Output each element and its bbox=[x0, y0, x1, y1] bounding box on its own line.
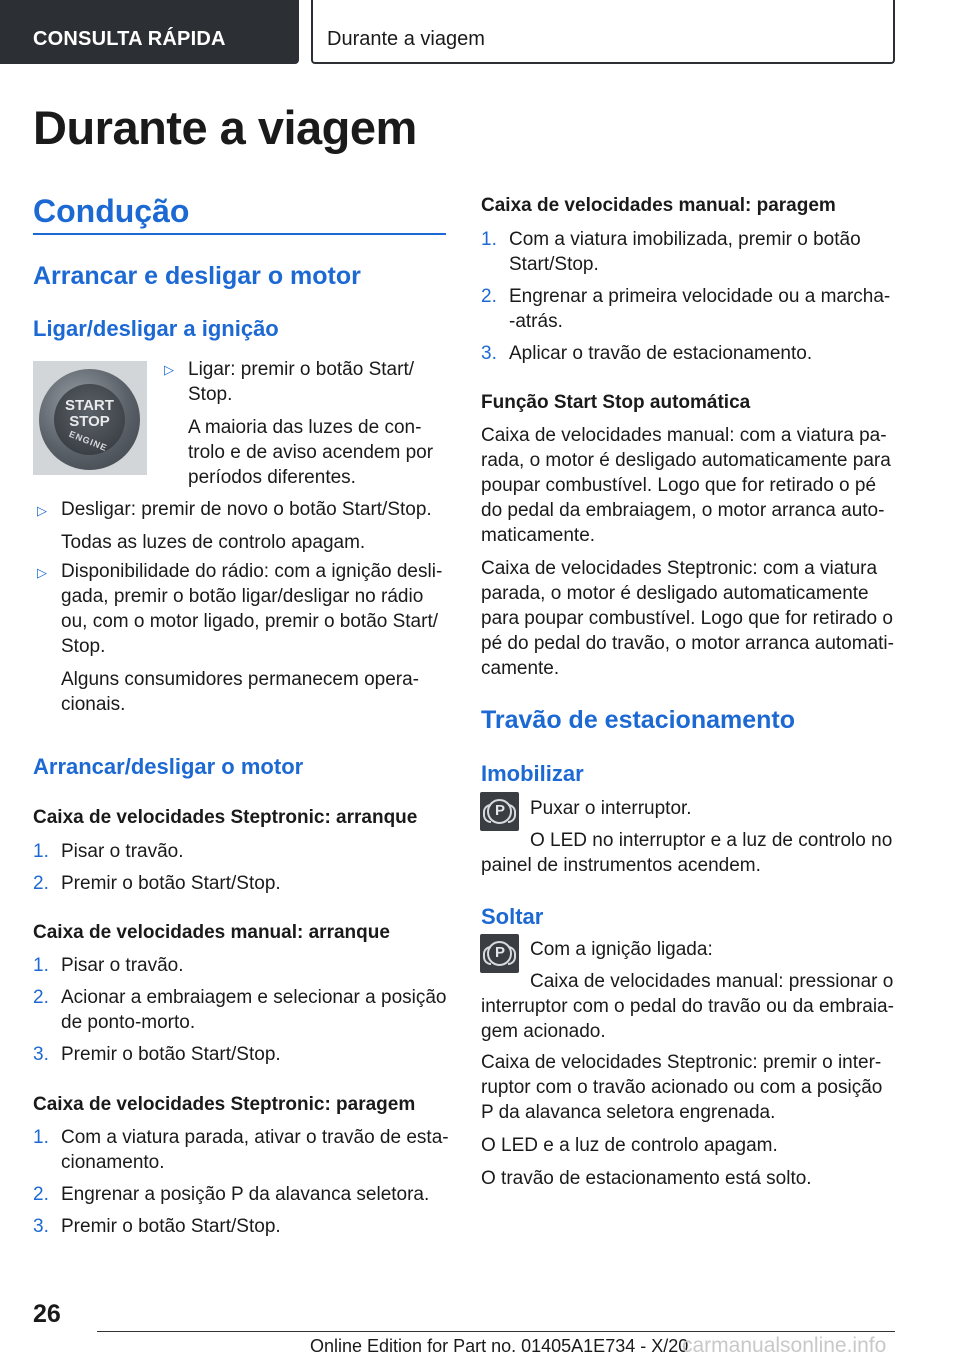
auto-paragraph-manual bbox=[481, 423, 901, 548]
step-text: Pisar o travão. bbox=[61, 955, 184, 976]
step-number: 2. bbox=[33, 987, 49, 1008]
text-line: Com a viatura imobilizada, premir o botão bbox=[509, 229, 861, 250]
text-line: maticamente. bbox=[481, 525, 596, 546]
triangle-bullet-icon: ▷ bbox=[37, 503, 47, 518]
text-line: cionais. bbox=[61, 694, 126, 715]
text-line: Stop. bbox=[61, 636, 106, 657]
step-number: 3. bbox=[33, 1216, 49, 1237]
text-line: parada, o motor é desligado automaticamente bbox=[481, 583, 869, 604]
release-text-3 bbox=[481, 1050, 901, 1125]
step-text: Pisar o travão. bbox=[61, 841, 184, 862]
step-number: 1. bbox=[33, 841, 49, 862]
text-line: poupar combustível. Logo que for retirado o pé bbox=[481, 475, 877, 496]
footer-edition: Online Edition for Part no. 01405A1E734 - X/20 bbox=[310, 1336, 689, 1356]
text-line: rada, o motor é desligado automaticamente para bbox=[481, 450, 891, 471]
step-number: 1. bbox=[481, 229, 497, 250]
heading-manual-arranque: Caixa de velocidades manual: arranque bbox=[33, 922, 390, 943]
text-line: cionamento. bbox=[61, 1152, 165, 1173]
release-text-5: O travão de estacionamento está solto. bbox=[481, 1168, 812, 1189]
ign-item-1 bbox=[188, 357, 448, 490]
step-text: Engrenar a posição P da alavanca seletora. bbox=[61, 1184, 430, 1205]
text-line: Alguns consumidores permanecem opera- bbox=[61, 669, 420, 690]
step-text: Aplicar o travão de estacionamento. bbox=[509, 343, 813, 364]
text-line: gada, premir o botão ligar/desligar no rádio bbox=[61, 586, 424, 607]
header-section-tab bbox=[0, 0, 299, 64]
watermark: carmanualsonline.info bbox=[682, 1334, 887, 1357]
heading-arrancar-desligar-o-motor: Arrancar/desligar o motor bbox=[33, 754, 304, 779]
text-line: trolo e de aviso acendem por bbox=[188, 442, 434, 463]
ign-item-2 bbox=[61, 497, 451, 555]
text-line: Caixa de velocidades Steptronic: premir o inter- bbox=[481, 1052, 882, 1073]
header-chapter-tab bbox=[311, 0, 895, 64]
parking-brake-icon bbox=[480, 934, 519, 973]
text-line: Com a viatura parada, ativar o travão de esta- bbox=[61, 1127, 449, 1148]
heading-imobilizar: Imobilizar bbox=[481, 761, 584, 786]
auto-paragraph-steptronic bbox=[481, 556, 901, 681]
heading-steptronic-arranque: Caixa de velocidades Steptronic: arranque bbox=[33, 807, 418, 828]
imob-text-2 bbox=[481, 828, 901, 878]
text-line: ou, com o motor ligado, premir o botão Start/ bbox=[61, 611, 439, 632]
text-line: de ponto-morto. bbox=[61, 1012, 196, 1033]
stop-label: STOP bbox=[69, 413, 110, 430]
text-line: Caixa de velocidades manual: com a viatura pa- bbox=[481, 425, 887, 446]
text-line: para poupar combustível. Logo que for retirado o bbox=[481, 608, 893, 629]
heading-ligar-desligar-ignicao: Ligar/desligar a ignição bbox=[33, 316, 279, 341]
ign-item-3 bbox=[61, 559, 451, 717]
text-line: do pedal da embraiagem, o motor arranca auto- bbox=[481, 500, 885, 521]
icon-letter: P bbox=[495, 802, 506, 819]
text-line: Caixa de velocidades Steptronic: com a viatura bbox=[481, 558, 878, 579]
release-text-1: Com a ignição ligada: bbox=[530, 939, 713, 960]
header-chapter-label: Durante a viagem bbox=[327, 28, 485, 50]
heading-arrancar-desligar-motor: Arrancar e desligar o motor bbox=[33, 262, 361, 290]
release-text-2 bbox=[481, 969, 901, 1044]
text-line: A maioria das luzes de con- bbox=[188, 417, 422, 438]
parking-brake-icon bbox=[480, 792, 519, 831]
text-line: ruptor com o travão acionado ou com a posição bbox=[481, 1077, 883, 1098]
step-number: 2. bbox=[33, 873, 49, 894]
page-number: 26 bbox=[33, 1300, 61, 1328]
text-line: Engrenar a primeira velocidade ou a marcha- bbox=[509, 286, 891, 307]
footer-rule bbox=[97, 1331, 895, 1332]
heading-conducao: Condução bbox=[33, 193, 190, 229]
engine-label: ENGINE bbox=[67, 428, 109, 454]
header-section-label: CONSULTA RÁPIDA bbox=[33, 28, 226, 50]
step-number: 2. bbox=[33, 1184, 49, 1205]
triangle-bullet-icon: ▷ bbox=[164, 362, 174, 377]
text-line: camente. bbox=[481, 658, 560, 679]
step-number: 2. bbox=[481, 286, 497, 307]
step-text bbox=[509, 227, 899, 277]
text-line: Todas as luzes de controlo apagam. bbox=[61, 532, 366, 553]
text-line: painel de instrumentos acendem. bbox=[481, 855, 761, 876]
triangle-bullet-icon: ▷ bbox=[37, 565, 47, 580]
release-text-4: O LED e a luz de controlo apagam. bbox=[481, 1135, 778, 1156]
step-text: Premir o botão Start/Stop. bbox=[61, 873, 281, 894]
step-text bbox=[509, 284, 899, 334]
step-text bbox=[61, 1125, 451, 1175]
step-number: 3. bbox=[33, 1044, 49, 1065]
step-text: Premir o botão Start/Stop. bbox=[61, 1044, 281, 1065]
imob-text-1: Puxar o interruptor. bbox=[530, 798, 692, 819]
heading-soltar: Soltar bbox=[481, 904, 544, 929]
heading-manual-paragem: Caixa de velocidades manual: paragem bbox=[481, 195, 836, 216]
text-line: P da alavanca seletora engrenada. bbox=[481, 1102, 776, 1123]
text-line: Start/Stop. bbox=[509, 254, 599, 275]
text-line: Desligar: premir de novo o botão Start/Stop. bbox=[61, 499, 432, 520]
text-line: Disponibilidade do rádio: com a ignição desli- bbox=[61, 561, 443, 582]
start-label: START bbox=[65, 397, 114, 414]
step-number: 1. bbox=[33, 1127, 49, 1148]
step-number: 1. bbox=[33, 955, 49, 976]
text-line: gem acionado. bbox=[481, 1021, 606, 1042]
text-line: -atrás. bbox=[509, 311, 563, 332]
heading-steptronic-paragem: Caixa de velocidades Steptronic: paragem bbox=[33, 1094, 416, 1115]
text-line: Acionar a embraiagem e selecionar a posição bbox=[61, 987, 447, 1008]
step-text: Premir o botão Start/Stop. bbox=[61, 1216, 281, 1237]
heading-start-stop-automatica: Função Start Stop automática bbox=[481, 392, 751, 413]
text-line: Stop. bbox=[188, 384, 233, 405]
step-number: 3. bbox=[481, 343, 497, 364]
icon-letter: P bbox=[495, 944, 506, 961]
text-line: interruptor com o pedal do travão ou da embraia- bbox=[481, 996, 894, 1017]
step-text bbox=[61, 985, 451, 1035]
text-line: O LED no interruptor e a luz de controlo no bbox=[530, 830, 893, 851]
heading-rule bbox=[33, 233, 446, 235]
text-line: períodos diferentes. bbox=[188, 467, 356, 488]
page-title: Durante a viagem bbox=[33, 101, 417, 154]
text-line: Ligar: premir o botão Start/ bbox=[188, 359, 414, 380]
text-line: Caixa de velocidades manual: pressionar o bbox=[530, 971, 894, 992]
start-stop-button-image bbox=[33, 361, 147, 475]
text-line: pé do pedal do travão, o motor arranca automati- bbox=[481, 633, 894, 654]
heading-travao-estacionamento: Travão de estacionamento bbox=[481, 706, 796, 734]
